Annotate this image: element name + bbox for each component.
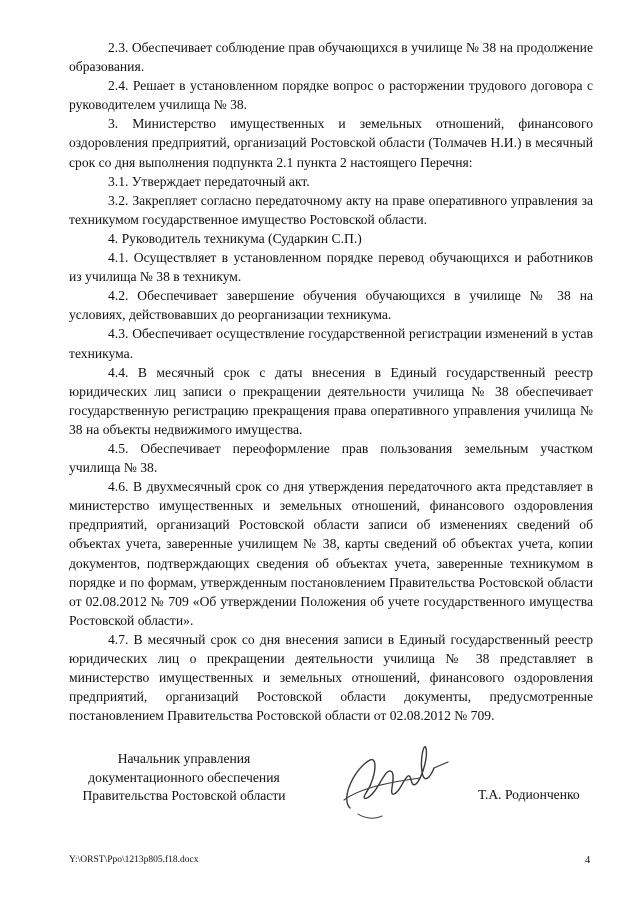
paragraph-3-2: 3.2. Закрепляет согласно передаточному акту на праве оперативного управления за техникумом государственное имущество Ростовской области. — [69, 192, 593, 227]
paragraph-3: 3. Министерство имущественных и земельных отношений, финансового оздоровления предприятий, организаций Ростовской области (Толмачев Н.И.) в месячный срок со дня выполнения подпункта 2.1 пункта 2 настоящего Перечня: — [69, 116, 593, 170]
page-number: 4 — [585, 855, 591, 866]
document-body — [69, 38, 593, 725]
paragraph-4-5: 4.5. Обеспечивает переоформление прав пользования земельным участком училища № 38. — [69, 440, 593, 476]
paragraph-4-3: 4.3. Обеспечивает осуществление государственной регистрации изменений в устав техникума. — [69, 326, 593, 361]
paragraph-4-7: 4.7. В месячный срок со дня внесения записи в Единый государственный реестр юридических лиц о прекращении деятельности училища № 38 представляет в министерство имущественных и земельных отношений, финансового оздоровления предприятий, организаций Ростовской области документы, предусмотренные постановлением Правительства Ростовской области от 02.08.2012 № 709. — [69, 631, 593, 724]
paragraph-4-4: 4.4. В месячный срок с даты внесения в Единый государственный реестр юридических лиц записи о прекращении деятельности училища № 38 обеспечивает государственную регистрацию прекращения права оперативного управления училища № 38 на объекты недвижимого имущества. — [69, 364, 593, 437]
position-line: Правительства Ростовской области — [82, 788, 286, 803]
signer-name: Т.А. Родионченко — [478, 787, 580, 802]
paragraph-4-6: 4.6. В двухмесячный срок со дня утверждения передаточного акта представляет в министерство имущественных и земельных отношений, финансового оздоровления предприятий, организаций Ростовской области записи об изменениях сведений об объектах учета, заверенные училищем № 38, карты сведений об объектах учета, копии документов, подтверждающих сведения об объектах учета, заверенные техникумом в порядке и по формам, утвержденным постановлением Правительства Ростовской области от 02.08.2012 № 709 «Об утверждении Положения об учете государственного имущества Ростовской области». — [69, 479, 593, 628]
paragraph-4-1: 4.1. Осуществляет в установленном порядке перевод обучающихся и работников из училища № 38 в техникум. — [69, 250, 593, 285]
paragraph-4: 4. Руководитель техникума (Сударкин С.П.) — [108, 230, 362, 246]
handwritten-signature — [330, 738, 460, 828]
paragraph-2-3: 2.3. Обеспечивает соблюдение прав обучающихся в училище № 38 на продолжение образования. — [69, 40, 593, 75]
position-line: документационного обеспечения — [88, 769, 280, 785]
footer-file-path: Y:\ORST\Ppo\1213p805.f18.docx — [69, 855, 199, 865]
position-line: Начальник управления — [117, 751, 251, 766]
paragraph-3-1: 3.1. Утверждает передаточный акт. — [108, 173, 310, 189]
paragraph-4-2: 4.2. Обеспечивает завершение обучения обучающихся в училище № 38 на условиях, действовавших до реорганизации техникума. — [69, 288, 593, 323]
paragraph-2-4: 2.4. Решает в установленном порядке вопрос о расторжении трудового договора с руководителем училища № 38. — [69, 78, 593, 113]
signatory-position — [69, 750, 299, 806]
